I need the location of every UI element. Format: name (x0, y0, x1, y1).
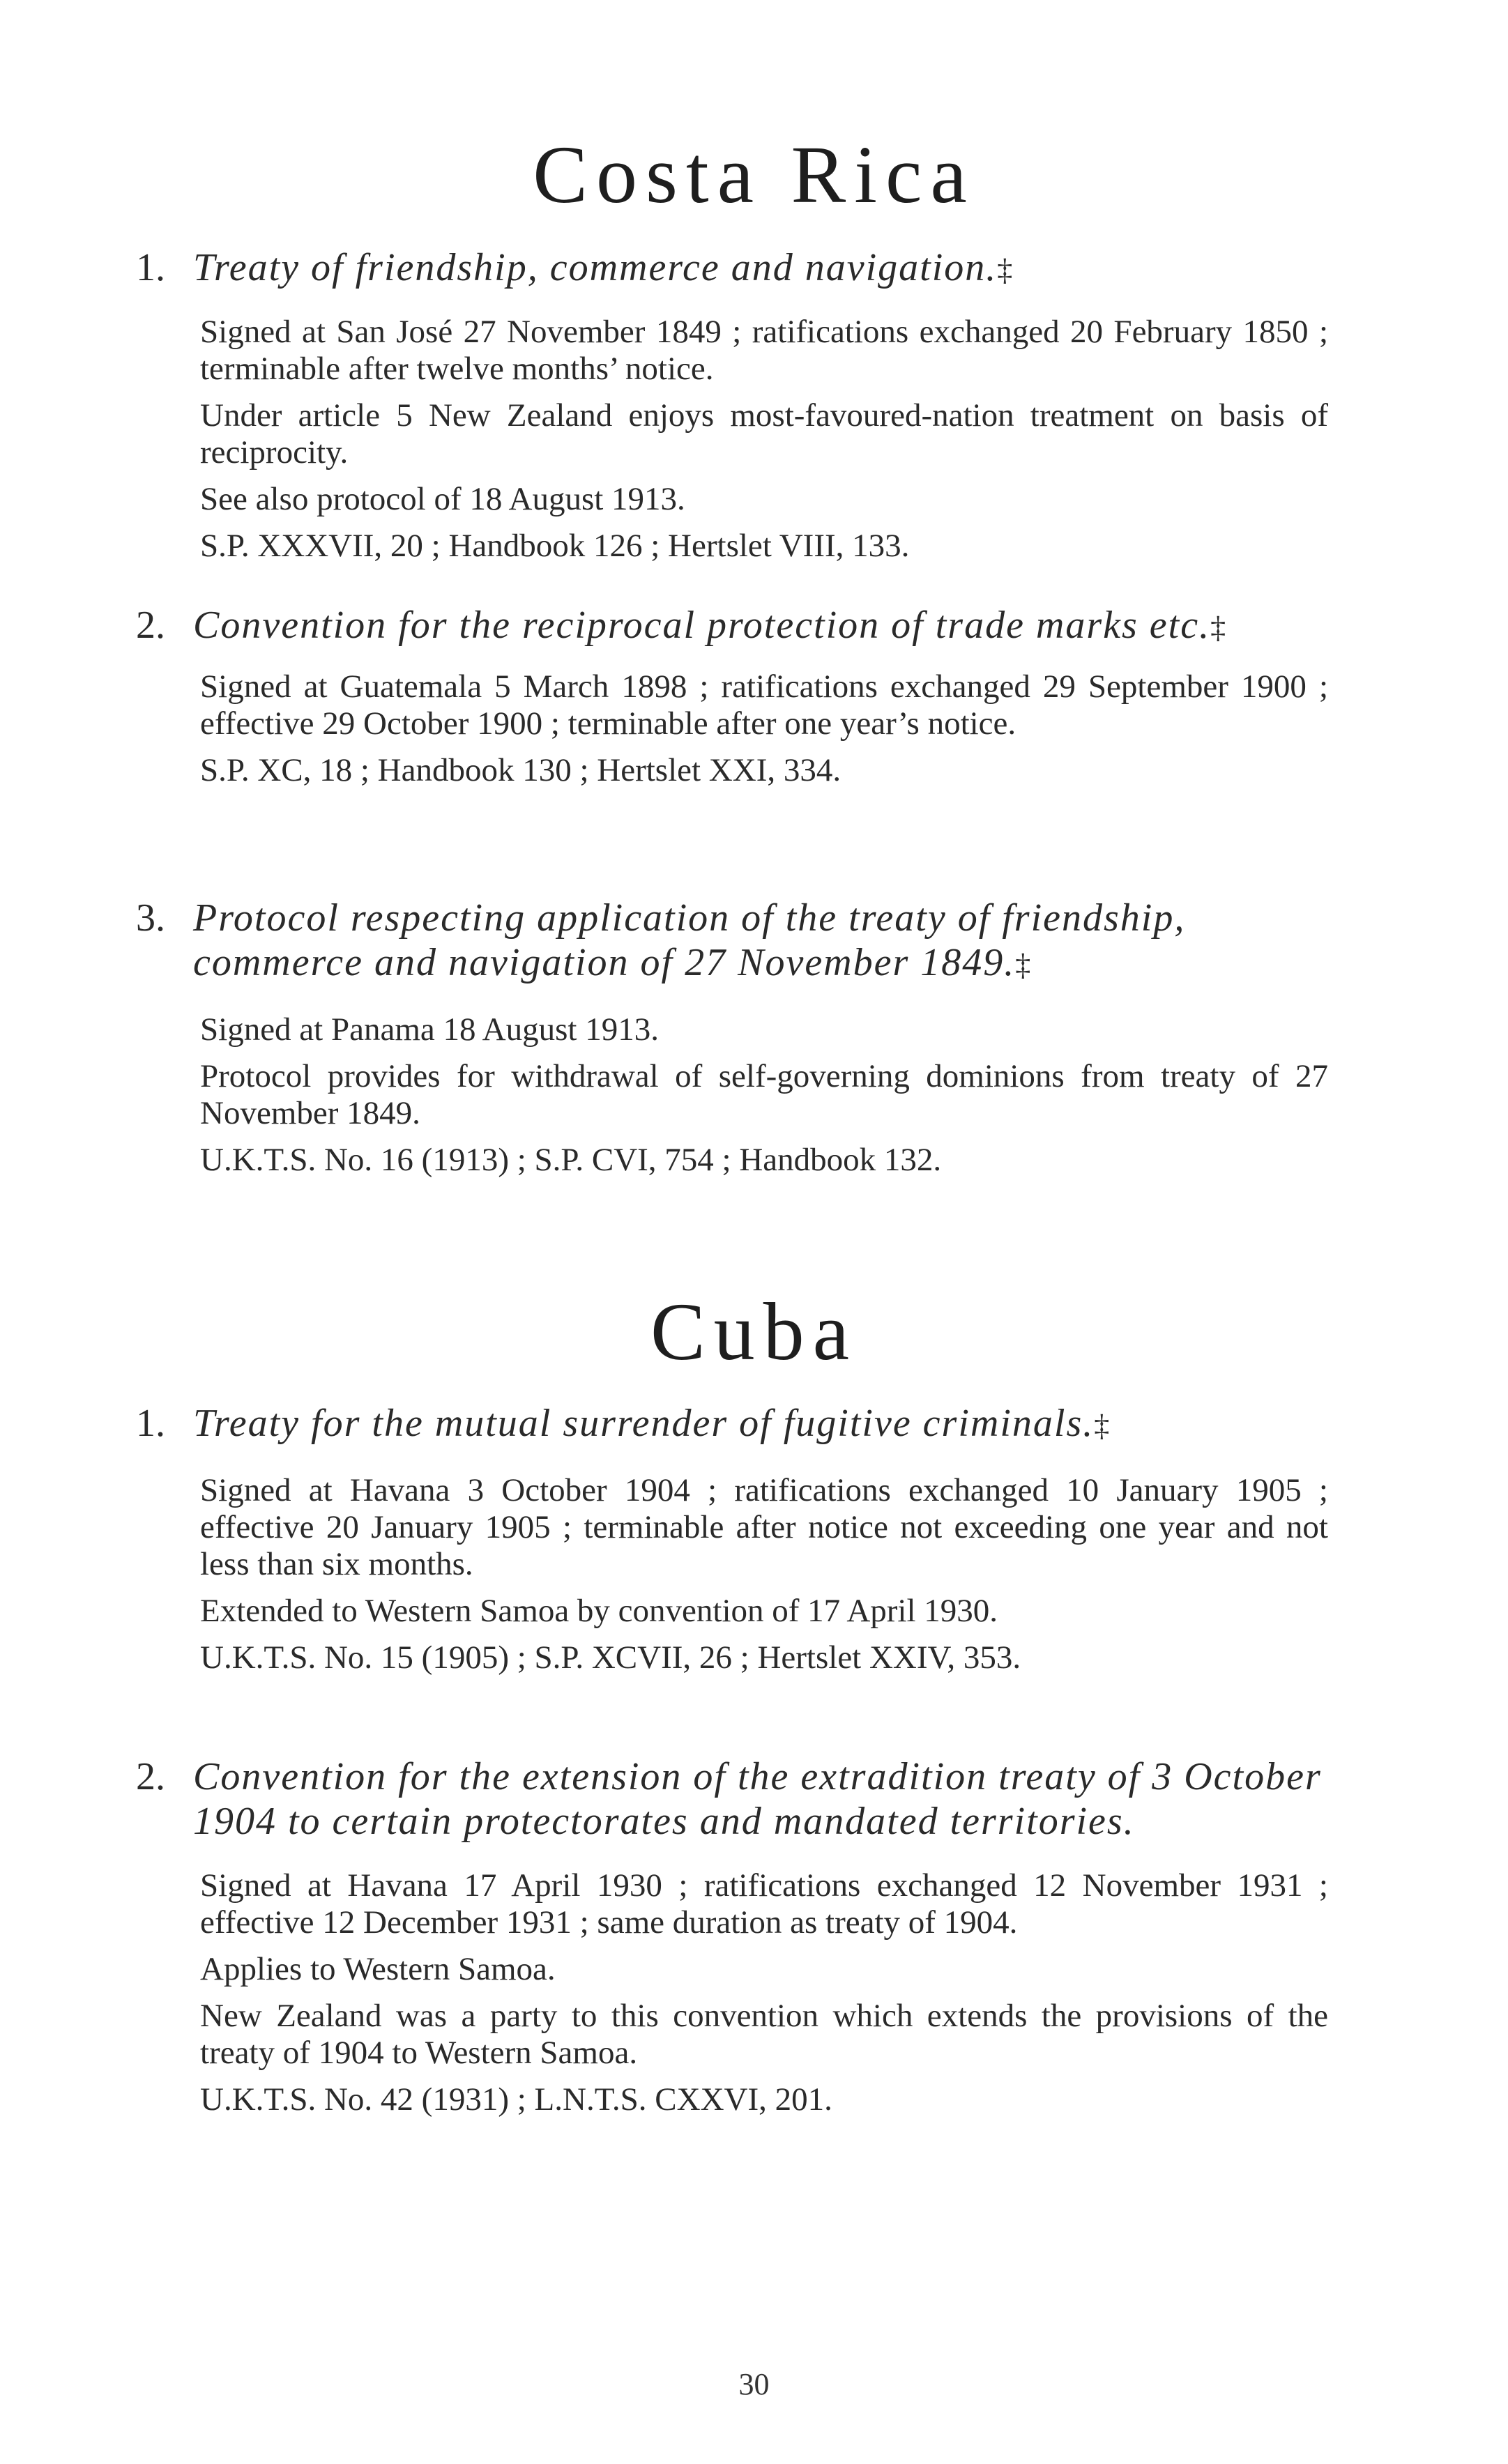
entry-paragraph: Signed at San José 27 November 1849 ; ratifications exchanged 20 February 1850 ; terminable after twelve months’ notice. (200, 314, 1328, 387)
entry-body (164, 314, 1328, 565)
section-title-costa-rica: Costa Rica (533, 129, 975, 220)
entry-reference: S.P. XXXVII, 20 ; Handbook 126 ; Hertslet VIII, 133. (200, 528, 910, 564)
entry-heading (136, 896, 1328, 988)
entry-reference: U.K.T.S. No. 16 (1913) ; S.P. CVI, 754 ; Handbook 132. (200, 1142, 942, 1178)
section-title-cuba: Cuba (650, 1286, 858, 1377)
entry-title: Protocol respecting application of the treaty of friendship, commerce and navigation of 27 November 1849. (193, 896, 1186, 984)
entry-heading (136, 245, 1328, 293)
entry-body (164, 1472, 1328, 1676)
entry-reference: U.K.T.S. No. 15 (1905) ; S.P. XCVII, 26 ; Hertslet XXIV, 353. (200, 1639, 1021, 1676)
treaty-entry (136, 245, 1328, 565)
treaty-entry (136, 603, 1328, 789)
entry-paragraph: Signed at Panama 18 August 1913. (200, 1011, 659, 1048)
entry-paragraph: Extended to Western Samoa by convention of 17 April 1930. (200, 1593, 998, 1629)
entry-body (164, 1011, 1328, 1179)
entry-title: Convention for the extension of the extradition treaty of 3 October 1904 to certain protectorates and mandated territories. (193, 1755, 1322, 1843)
entry-paragraph: New Zealand was a party to this convention which extends the provisions of the treaty of 1904 to Western Samoa. (200, 1998, 1328, 2071)
dagger-mark: ‡ (1015, 948, 1033, 982)
entry-paragraph: See also protocol of 18 August 1913. (200, 481, 685, 517)
entry-number: 3. (136, 896, 165, 940)
entry-body (164, 1867, 1328, 2118)
entry-paragraph: Signed at Havana 3 October 1904 ; ratifications exchanged 10 January 1905 ; effective 20 January 1905 ; terminable after notice not exceeding one year and not less than six months. (200, 1472, 1328, 1582)
entry-title: Treaty for the mutual surrender of fugitive criminals. (193, 1402, 1095, 1445)
treaty-entry (136, 896, 1328, 1179)
entry-paragraph: Under article 5 New Zealand enjoys most-favoured-nation treatment on basis of reciprocity. (200, 397, 1328, 470)
entry-number: 1. (136, 1402, 165, 1445)
entry-reference: U.K.T.S. No. 42 (1931) ; L.N.T.S. CXXVI, 201. (200, 2081, 832, 2118)
entry-heading (136, 603, 1328, 650)
entry-heading (136, 1401, 1328, 1448)
entry-number: 2. (136, 1755, 165, 1798)
entry-body (164, 668, 1328, 789)
entry-number: 1. (136, 246, 165, 289)
entry-paragraph: Applies to Western Samoa. (200, 1951, 556, 1987)
dagger-mark: ‡ (1094, 1409, 1111, 1443)
dagger-mark: ‡ (997, 253, 1014, 287)
entry-number: 2. (136, 604, 165, 647)
entry-heading (136, 1754, 1328, 1844)
entry-paragraph: Protocol provides for withdrawal of self-governing dominions from treaty of 27 November 1849. (200, 1058, 1328, 1131)
entry-title: Treaty of friendship, commerce and navigation. (193, 246, 998, 289)
entry-reference: S.P. XC, 18 ; Handbook 130 ; Hertslet XXI, 334. (200, 752, 841, 788)
entry-paragraph: Signed at Guatemala 5 March 1898 ; ratifications exchanged 29 September 1900 ; effective 29 October 1900 ; terminable after one year’s notice. (200, 668, 1328, 742)
entry-paragraph: Signed at Havana 17 April 1930 ; ratifications exchanged 12 November 1931 ; effective 12 December 1931 ; same duration as treaty of 1904. (200, 1867, 1328, 1941)
page-number: 30 (738, 2367, 770, 2401)
entry-title: Convention for the reciprocal protection of trade marks etc. (193, 604, 1211, 647)
treaty-entry (136, 1754, 1328, 2118)
dagger-mark: ‡ (1210, 611, 1228, 645)
treaty-entry (136, 1401, 1328, 1676)
